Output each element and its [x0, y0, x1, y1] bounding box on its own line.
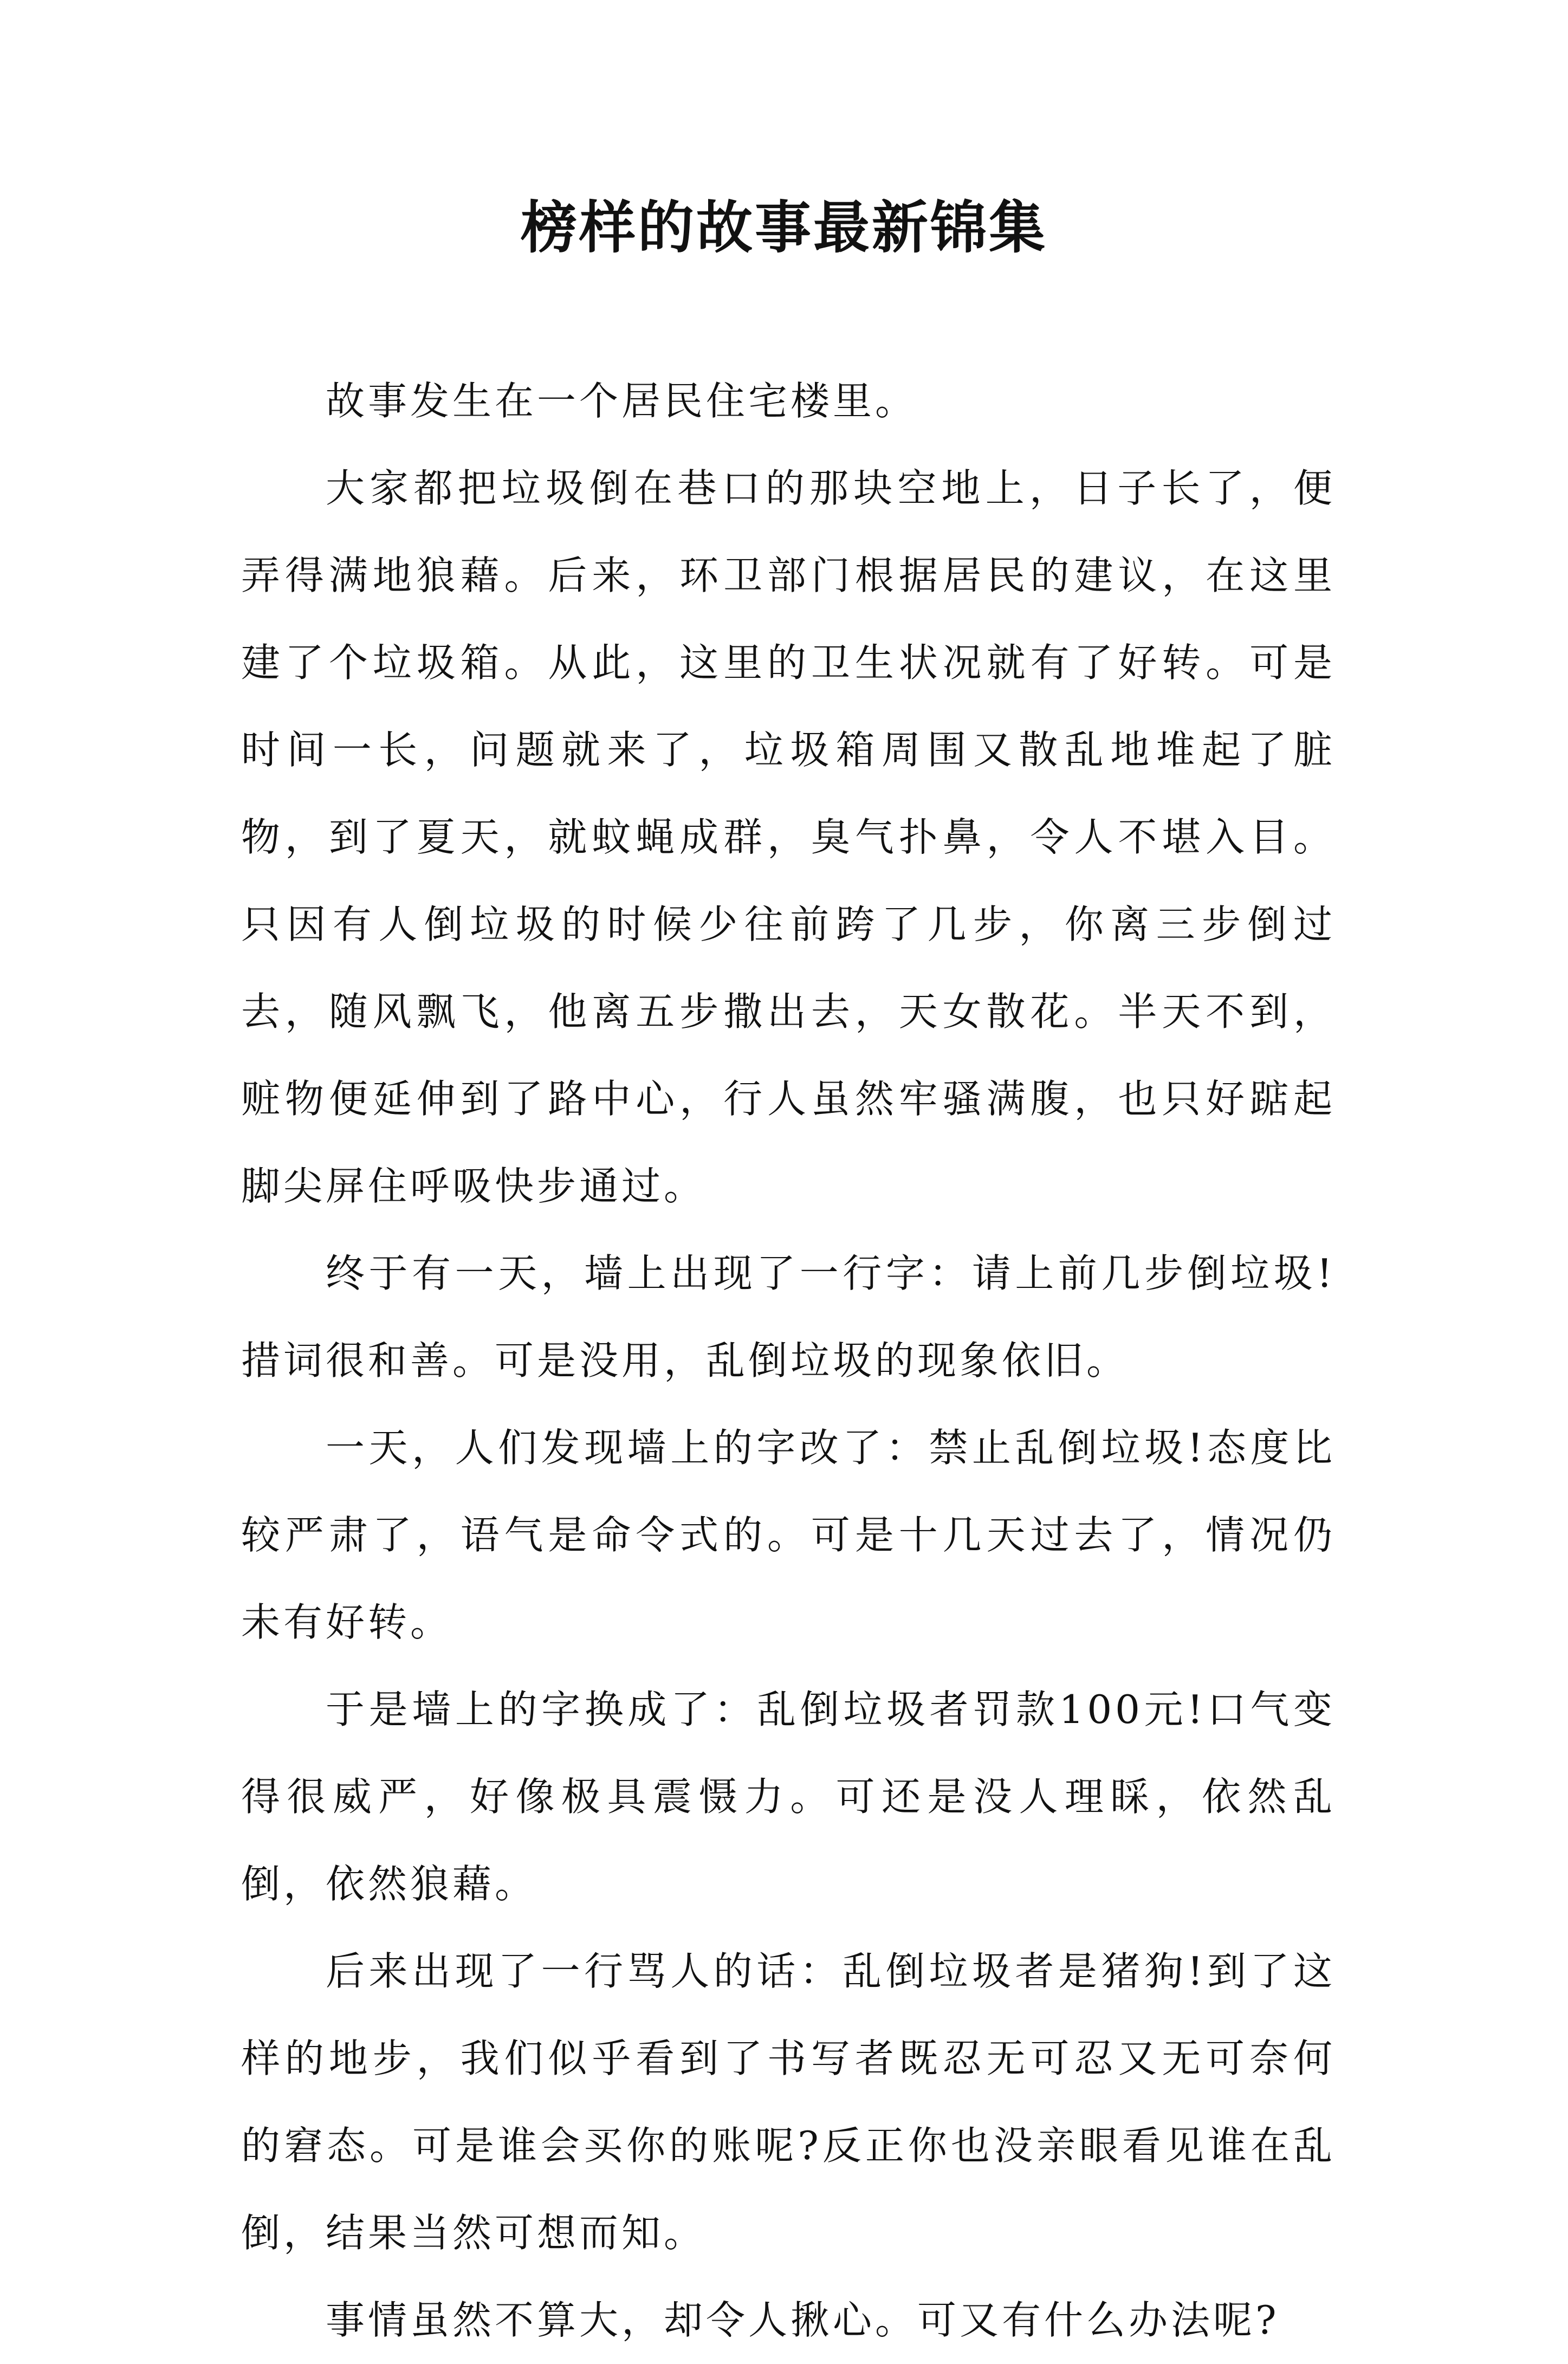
paragraph: 后来出现了一行骂人的话：乱倒垃圾者是猪狗!到了这样的地步，我们似乎看到了书写者既忍无可忍又无可奈何的窘态。可是谁会买你的账呢?反正你也没亲眼看见谁在乱倒，结果当然可想而知。 [241, 1948, 1336, 2256]
paragraph: 事情虽然不算大，却令人揪心。可又有什么办法呢? [326, 2297, 1280, 2343]
paragraph: 故事发生在一个居民住宅楼里。 [326, 378, 918, 424]
paragraph: 于是墙上的字换成了：乱倒垃圾者罚款100元!口气变得很威严，好像极具震慑力。可还是没人理睬，依然乱倒，依然狼藉。 [241, 1687, 1336, 1907]
document-body [241, 358, 1336, 2364]
paragraph: 大家都把垃圾倒在巷口的那块空地上，日子长了，便弄得满地狼藉。后来，环卫部门根据居民的建议，在这里建了个垃圾箱。从此，这里的卫生状况就有了好转。可是时间一长，问题就来了，垃圾箱周围又散乱地堆起了脏物，到了夏天，就蚊蝇成群，臭气扑鼻，令人不堪入目。只因有人倒垃圾的时候少往前跨了几步，你离三步倒过去，随风飘飞，他离五步撒出去，天女散花。半天不到，赃物便延伸到了路中心，行人虽然牢骚满腹，也只好踮起脚尖屏住呼吸快步通过。 [241, 465, 1336, 1209]
paragraph: 终于有一天，墙上出现了一行字：请上前几步倒垃圾!措词很和善。可是没用，乱倒垃圾的现象依旧。 [241, 1251, 1336, 1383]
paragraph: 一天，人们发现墙上的字改了：禁止乱倒垃圾!态度比较严肃了，语气是命令式的。可是十几天过去了，情况仍未有好转。 [241, 1425, 1336, 1645]
document-title: 榜样的故事最新锦集 [520, 194, 1047, 261]
